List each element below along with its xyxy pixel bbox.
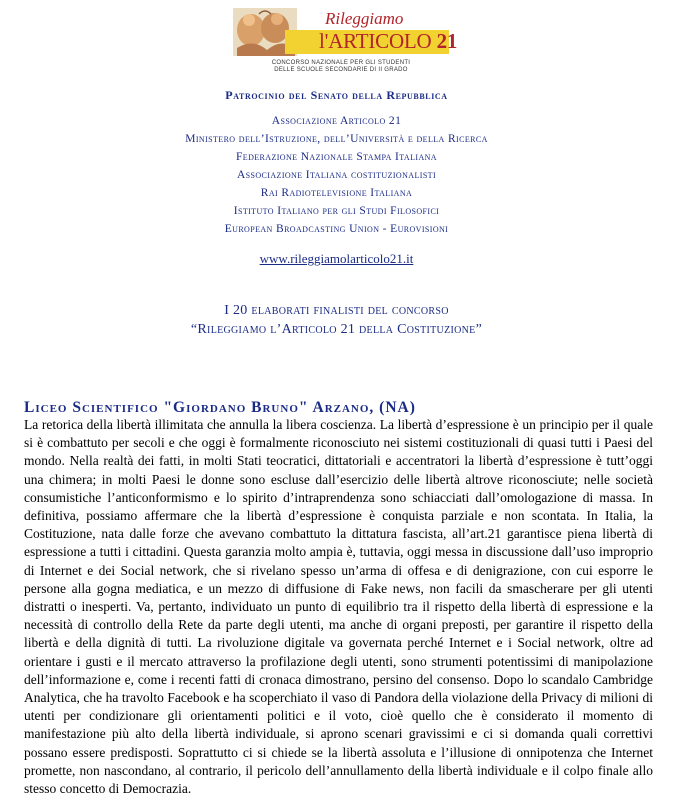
essay-text: La retorica della libertà illimitata che annulla la libera coscienza. La libertà d’espressione è un principio per il quale si è combattuto per secoli e che oggi è formalmente riconosciuto nei sistemi costituzionali di quasi tutti i Paesi del mondo. Nella realtà dei fatti, in molti Stati teocratici, dittatoriali e accentratori la libertà d’espressione è tutt’oggi una chimera; in molti Paesi le donne sono escluse dall’esercizio delle libertà altrove riconosciute; nelle società consumistiche l’anticonformismo e lo spirito d’intraprendenza sono schiacciati dall’omologazione di massa. In definitiva, possiamo affermare che la libertà d’espressione è conquista parziale e non scontata. In Italia, la Costituzione, nata dalle forze che avevano combattuto la dittatura fascista, all’art.21 garantisce piena libertà di espressione a tutti i cittadini. Questa garanzia molto ampia è, tuttavia, oggi messa in discussione dall’uso improprio di Internet e dei Social network, che si rivelano spesso un’arma di offesa e di denigrazione, con cui esporre le persone alla gogna mediatica, e un mezzo di diffusione di Fake news, non facili da smascherare per gli utenti distratti o inesperti. Va, pertanto, individuato un punto di equilibrio tra il rispetto della libertà di espressione e la necessità di controllo della Rete da parte degli utenti, ma anche di organi preposti, per garantire il rispetto della libertà e della dignità di tutti. La rivoluzione digitale va governata perché Internet e i Social network, oltre ad orientare i gusti e il mercato attraverso la profilazione degli utenti, sono strumenti potentissimi di manipolazione dell’informazione e, come i recenti fatti di cronaca dimostrano, persino del consenso. Dopo lo scandalo Cambridge Analytica, che ha travolto Facebook e ha scoperchiato il vaso di Pandora della violazione della Privacy di milioni di utenti per condizionare gli orientamenti politici e il voto, cioè quello che è considerato il momento di manifestazione più alto della libertà individuale, si aprono scenari gravissimi e ci si domanda quali correttivi possano essere predisposti. Soprattutto ci si chiede se la libertà assoluta e l’illusione di onnipotenza che Internet promette, non nascondano, al contrario, il pericolo dell’annullamento della libertà individuale e il colpo finale allo stesso concetto di Democrazia. xyxy=(24,417,653,797)
logo-subtitle-line2: DELLE SCUOLE SECONDARIE DI II GRADO xyxy=(274,67,408,73)
organization-item: Associazione Articolo 21 xyxy=(271,115,402,127)
logo-title-line2 xyxy=(319,29,457,54)
organization-item: European Broadcasting Union - Eurovisioni xyxy=(224,223,449,235)
organization-item: Istituto Italiano per gli Studi Filosofici xyxy=(233,205,440,217)
school-heading: Liceo Scientifico "Giordano Bruno" Arzano, (NA) xyxy=(24,399,416,416)
finalisti-title-line2: “Rileggiamo l’Articolo 21 della Costituzione” xyxy=(190,322,483,337)
logo-title-prefix: l'ARTICOLO xyxy=(319,29,432,53)
organization-item: Rai Radiotelevisione Italiana xyxy=(260,187,413,199)
organization-item: Federazione Nazionale Stampa Italiana xyxy=(236,151,437,163)
logo-subtitle-line1: CONCORSO NAZIONALE PER GLI STUDENTI xyxy=(271,60,411,66)
organization-item: Ministero dell’Istruzione, dell’Università e della Ricerca xyxy=(185,133,488,145)
contest-logo xyxy=(233,8,458,56)
logo-title-number: 21 xyxy=(436,29,458,53)
logo-title-line1: Rileggiamo xyxy=(325,9,404,28)
finalisti-title-line1: I 20 elaborati finalisti del concorso xyxy=(224,303,449,318)
organization-item: Associazione Italiana costituzionalisti xyxy=(236,169,437,181)
patrocinio-heading: Patrocinio del Senato della Repubblica xyxy=(225,88,448,102)
website-link[interactable]: www.rileggiamolarticolo21.it xyxy=(259,251,414,266)
